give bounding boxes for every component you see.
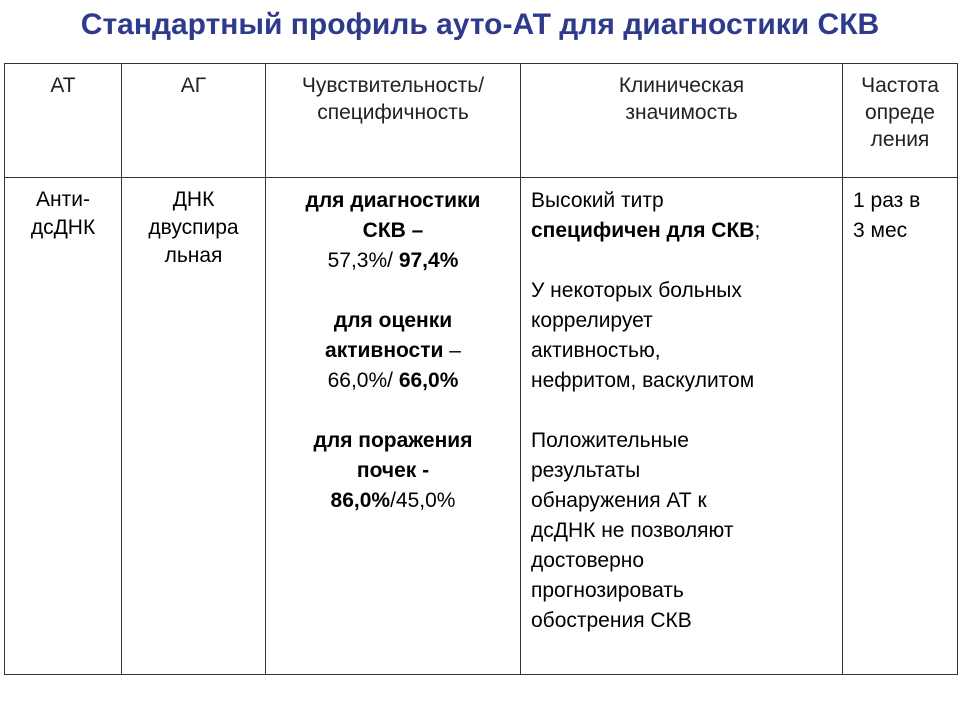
- header-sensitivity: [266, 64, 521, 178]
- cell-ag: [122, 178, 266, 675]
- header-ag: [122, 64, 266, 178]
- header-clinical: [521, 64, 843, 178]
- table-header-row: [5, 64, 958, 178]
- header-sensitivity-line: специфичность: [317, 101, 469, 124]
- sens-diagnosis-label: СКВ –: [362, 219, 424, 242]
- sens-diagnosis-label: для диагностики: [305, 189, 481, 212]
- clinical-line: дсДНК не позволяют: [531, 519, 734, 542]
- header-sensitivity-line: Чувствительность/: [301, 74, 485, 97]
- sens-diagnosis-block: [284, 186, 502, 276]
- sens-activity-label: для оценки: [333, 309, 453, 332]
- header-frequency-line: ления: [870, 128, 930, 151]
- value-separator: /: [387, 369, 399, 392]
- cell-at-line: Анти-: [36, 188, 90, 211]
- sens-activity-label: активности: [325, 339, 444, 362]
- cell-at-line: дсДНК: [30, 216, 96, 239]
- clinical-paragraph-3: [531, 426, 832, 636]
- sens-activity-label-line: [284, 336, 502, 366]
- clinical-line: [531, 216, 832, 246]
- header-frequency-line: опреде: [865, 101, 935, 124]
- value-separator: /: [387, 249, 399, 272]
- clinical-line: коррелирует: [531, 309, 653, 332]
- cell-frequency: [843, 178, 958, 675]
- header-ag-label: АГ: [180, 74, 207, 97]
- header-clinical-line: Клиническая: [618, 74, 745, 97]
- clinical-line: прогнозировать: [531, 579, 684, 602]
- cell-clinical: [521, 178, 843, 675]
- cell-at: [5, 178, 122, 675]
- header-clinical-line: значимость: [625, 101, 738, 124]
- sens-activity-block: [284, 306, 502, 396]
- sens-kidney-label: для поражения: [313, 429, 473, 452]
- frequency-line: 1 раз в: [853, 189, 921, 212]
- sens-diagnosis-sensitivity: 57,3%: [327, 249, 388, 272]
- clinical-line: нефритом, васкулитом: [531, 369, 755, 392]
- cell-ag-line: льная: [164, 244, 223, 267]
- clinical-line: Положительные: [531, 429, 689, 452]
- cell-ag-line: двуспира: [148, 216, 239, 239]
- clinical-line: достоверно: [531, 549, 645, 572]
- clinical-line: Высокий титр: [531, 189, 664, 212]
- cell-ag-line: ДНК: [172, 188, 215, 211]
- sens-activity-specificity: 66,0%: [398, 369, 459, 392]
- sens-diagnosis-values: [284, 246, 502, 276]
- clinical-line: активностью,: [531, 339, 661, 362]
- table-row: [5, 178, 958, 675]
- header-frequency-line: Частота: [861, 74, 939, 97]
- sens-kidney-label: почек -: [356, 459, 430, 482]
- sens-activity-values: [284, 366, 502, 396]
- value-separator: /: [390, 489, 396, 512]
- header-at: [5, 64, 122, 178]
- autoantibody-table: [4, 63, 958, 675]
- clinical-line: У некоторых больных: [531, 279, 742, 302]
- sens-kidney-sensitivity: 86,0%: [330, 489, 391, 512]
- clinical-emphasis: специфичен для СКВ: [531, 219, 755, 242]
- header-at-label: АТ: [50, 74, 76, 97]
- sens-diagnosis-specificity: 97,4%: [398, 249, 459, 272]
- sens-activity-dash: –: [443, 339, 461, 362]
- header-frequency: [843, 64, 958, 178]
- sens-activity-sensitivity: 66,0%: [327, 369, 388, 392]
- frequency-line: 3 мес: [853, 219, 908, 242]
- clinical-paragraph-2: [531, 276, 832, 396]
- clinical-line: обострения СКВ: [531, 609, 692, 632]
- clinical-line: результаты: [531, 459, 641, 482]
- page-title: Стандартный профиль ауто-АТ для диагностики СКВ: [80, 8, 880, 41]
- sens-kidney-values: [284, 486, 502, 516]
- clinical-paragraph-1: [531, 186, 832, 246]
- clinical-line: обнаружения АТ к: [531, 489, 707, 512]
- sens-kidney-block: [284, 426, 502, 516]
- cell-sensitivity: [266, 178, 521, 675]
- sens-kidney-specificity: 45,0%: [395, 489, 456, 512]
- clinical-semicolon: ;: [754, 219, 761, 242]
